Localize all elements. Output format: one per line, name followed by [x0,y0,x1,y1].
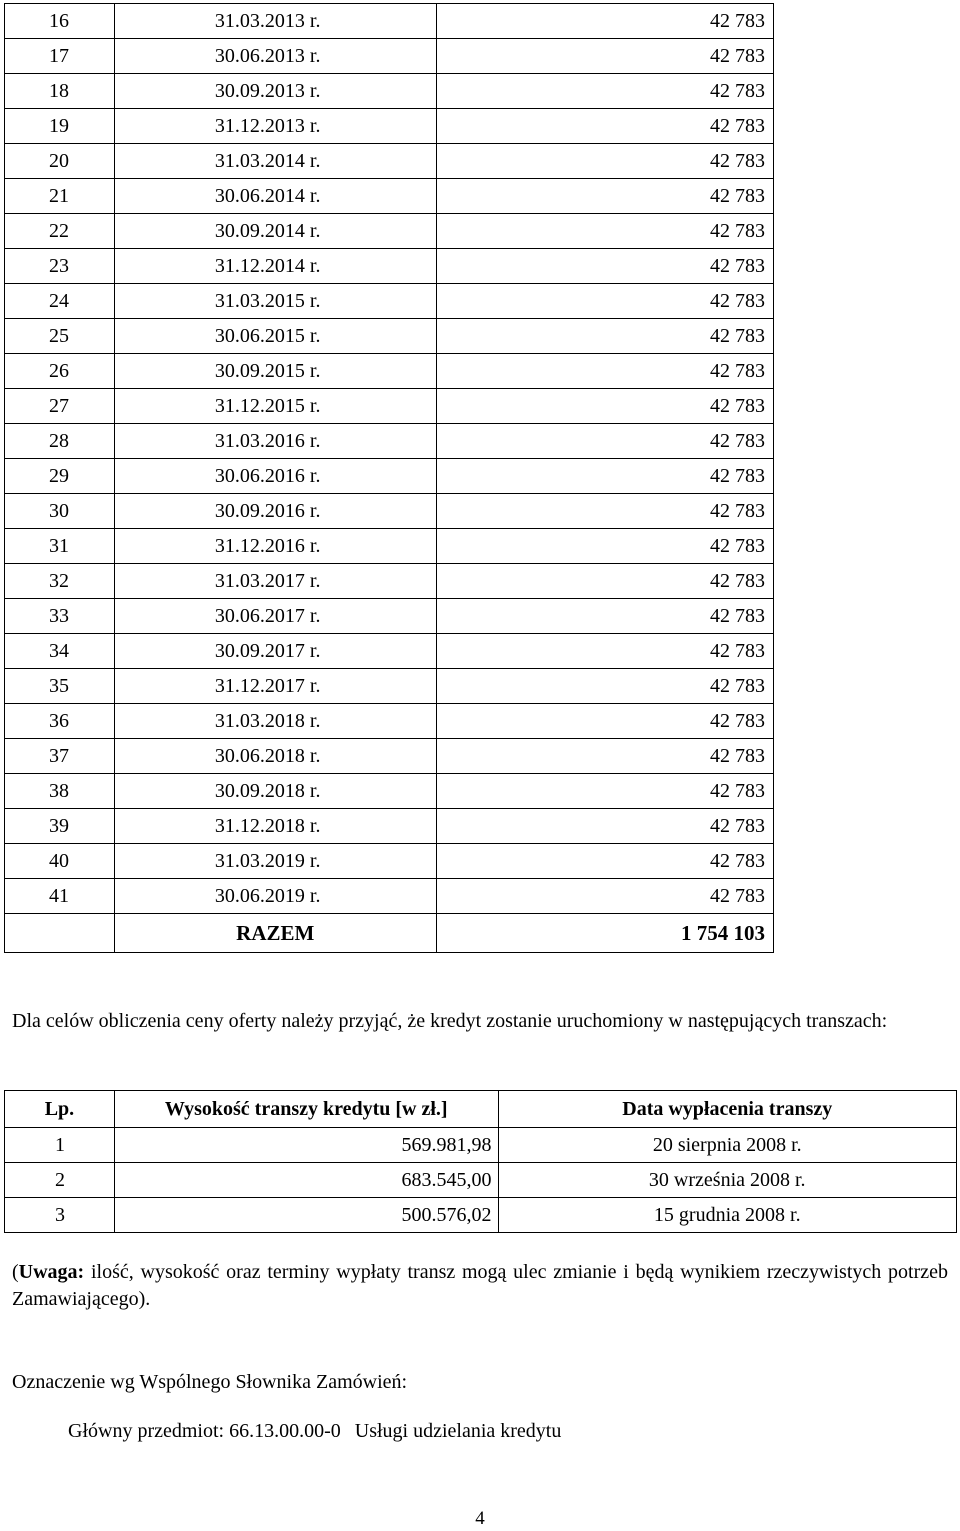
schedule-row [5,529,774,564]
schedule-amount: 42 783 [436,774,773,809]
schedule-row [5,774,774,809]
tranches-header-row [5,1091,957,1128]
schedule-row [5,564,774,599]
schedule-lp: 25 [5,319,115,354]
schedule-amount: 42 783 [436,424,773,459]
schedule-lp: 22 [5,214,115,249]
schedule-date: 30.06.2015 r. [114,319,436,354]
schedule-date: 30.09.2013 r. [114,74,436,109]
schedule-row [5,844,774,879]
tranche-row [5,1128,957,1163]
schedule-date: 31.12.2016 r. [114,529,436,564]
note-text: ilość, wysokość oraz terminy wypłaty transz mogą ulec zmianie i będą wynikiem rzeczywistych potrzeb Zamawiającego). [12,1261,948,1310]
schedule-date: 30.06.2014 r. [114,179,436,214]
schedule-row [5,599,774,634]
schedule-lp: 23 [5,249,115,284]
schedule-lp: 36 [5,704,115,739]
tranche-date: 30 września 2008 r. [498,1163,957,1198]
schedule-amount: 42 783 [436,389,773,424]
tranches-header-date: Data wypłacenia transzy [498,1091,957,1128]
cpv-main-label: Główny przedmiot: 66.13.00.00-0 [68,1420,341,1442]
cpv-main-subject [68,1420,561,1443]
tranche-date: 20 sierpnia 2008 r. [498,1128,957,1163]
schedule-date: 31.12.2018 r. [114,809,436,844]
schedule-amount: 42 783 [436,214,773,249]
schedule-lp: 20 [5,144,115,179]
schedule-date: 30.06.2019 r. [114,879,436,914]
schedule-date: 31.12.2017 r. [114,669,436,704]
schedule-amount: 42 783 [436,634,773,669]
schedule-row [5,4,774,39]
schedule-lp: 35 [5,669,115,704]
schedule-lp: 16 [5,4,115,39]
schedule-date: 31.03.2013 r. [114,4,436,39]
schedule-amount: 42 783 [436,74,773,109]
note-open-paren: ( [12,1261,19,1283]
schedule-lp: 18 [5,74,115,109]
schedule-amount: 42 783 [436,739,773,774]
schedule-row [5,249,774,284]
cpv-main-description: Usługi udzielania kredytu [354,1420,562,1442]
schedule-date: 30.09.2014 r. [114,214,436,249]
schedule-amount: 42 783 [436,109,773,144]
tranches-table [4,1090,957,1233]
schedule-lp: 38 [5,774,115,809]
schedule-date: 31.03.2016 r. [114,424,436,459]
schedule-date: 30.06.2018 r. [114,739,436,774]
schedule-total-label: RAZEM [114,914,436,953]
schedule-date: 30.09.2016 r. [114,494,436,529]
schedule-lp: 41 [5,879,115,914]
cpv-heading: Oznaczenie wg Wspólnego Słownika Zamówień: [12,1371,408,1393]
schedule-date: 30.06.2017 r. [114,599,436,634]
tranche-amount: 683.545,00 [114,1163,498,1198]
schedule-date: 30.06.2016 r. [114,459,436,494]
schedule-total-row [5,914,774,953]
schedule-date: 31.12.2015 r. [114,389,436,424]
repayment-schedule-table [4,3,774,953]
schedule-lp: 39 [5,809,115,844]
schedule-lp: 40 [5,844,115,879]
schedule-date: 31.03.2014 r. [114,144,436,179]
schedule-row [5,424,774,459]
schedule-lp: 28 [5,424,115,459]
schedule-amount: 42 783 [436,529,773,564]
note-label: Uwaga: [18,1261,85,1283]
tranche-row [5,1198,957,1233]
schedule-row [5,634,774,669]
schedule-date: 30.09.2018 r. [114,774,436,809]
schedule-date: 31.03.2019 r. [114,844,436,879]
tranche-lp: 1 [5,1128,115,1163]
schedule-amount: 42 783 [436,284,773,319]
schedule-amount: 42 783 [436,669,773,704]
schedule-amount: 42 783 [436,459,773,494]
schedule-row [5,879,774,914]
schedule-row [5,494,774,529]
tranche-date: 15 grudnia 2008 r. [498,1198,957,1233]
tranches-body [5,1128,957,1233]
schedule-amount: 42 783 [436,879,773,914]
schedule-amount: 42 783 [436,319,773,354]
schedule-row [5,319,774,354]
schedule-total-amount: 1 754 103 [436,914,773,953]
tranche-amount: 500.576,02 [114,1198,498,1233]
schedule-lp: 17 [5,39,115,74]
schedule-amount: 42 783 [436,494,773,529]
schedule-date: 31.03.2018 r. [114,704,436,739]
schedule-date: 30.09.2017 r. [114,634,436,669]
schedule-lp: 27 [5,389,115,424]
schedule-lp: 19 [5,109,115,144]
schedule-date: 30.06.2013 r. [114,39,436,74]
schedule-amount: 42 783 [436,809,773,844]
schedule-row [5,214,774,249]
schedule-date: 30.09.2015 r. [114,354,436,389]
schedule-lp: 32 [5,564,115,599]
tranches-header-amount: Wysokość transzy kredytu [w zł.] [114,1091,498,1128]
schedule-row [5,739,774,774]
schedule-date: 31.12.2013 r. [114,109,436,144]
tranche-lp: 3 [5,1198,115,1233]
schedule-row [5,669,774,704]
schedule-row [5,144,774,179]
schedule-row [5,389,774,424]
tranches-header-lp: Lp. [5,1091,115,1128]
schedule-date: 31.03.2017 r. [114,564,436,599]
schedule-amount: 42 783 [436,144,773,179]
schedule-lp: 30 [5,494,115,529]
schedule-date: 31.03.2015 r. [114,284,436,319]
tranche-lp: 2 [5,1163,115,1198]
tranche-row [5,1163,957,1198]
schedule-lp: 34 [5,634,115,669]
schedule-lp: 29 [5,459,115,494]
schedule-amount: 42 783 [436,599,773,634]
schedule-lp: 24 [5,284,115,319]
schedule-amount: 42 783 [436,4,773,39]
schedule-amount: 42 783 [436,564,773,599]
schedule-row [5,704,774,739]
schedule-row [5,179,774,214]
schedule-lp: 37 [5,739,115,774]
intro-paragraph: Dla celów obliczenia ceny oferty należy przyjąć, że kredyt zostanie uruchomiony w następujących transzach: [12,1010,888,1032]
schedule-amount: 42 783 [436,39,773,74]
schedule-lp: 26 [5,354,115,389]
note-paragraph [12,1259,948,1313]
schedule-row [5,459,774,494]
schedule-row [5,39,774,74]
page-number: 4 [475,1508,485,1529]
schedule-amount: 42 783 [436,704,773,739]
schedule-row [5,354,774,389]
schedule-row [5,74,774,109]
schedule-lp: 33 [5,599,115,634]
schedule-lp: 31 [5,529,115,564]
schedule-date: 31.12.2014 r. [114,249,436,284]
schedule-amount: 42 783 [436,844,773,879]
tranche-amount: 569.981,98 [114,1128,498,1163]
schedule-amount: 42 783 [436,249,773,284]
schedule-amount: 42 783 [436,354,773,389]
schedule-amount: 42 783 [436,179,773,214]
schedule-row [5,284,774,319]
schedule-row [5,809,774,844]
schedule-row [5,109,774,144]
schedule-lp: 21 [5,179,115,214]
schedule-total-empty [5,914,115,953]
repayment-schedule-body [5,4,774,953]
